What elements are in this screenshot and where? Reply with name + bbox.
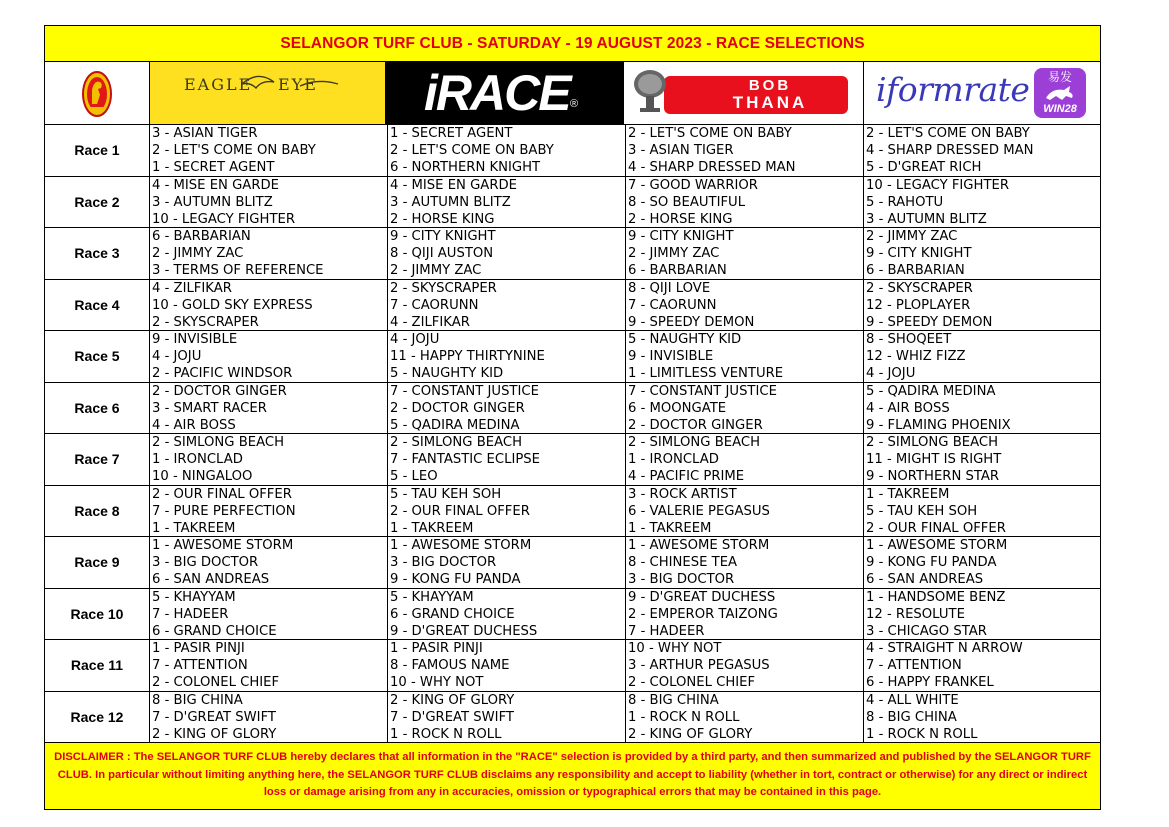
race-row: [45, 640, 1100, 692]
selection-entry: 3 - ARTHUR PEGASUS: [628, 658, 770, 673]
selection-entry: 7 - CAORUNN: [628, 297, 717, 313]
selection-entry: 7 - HADEER: [628, 623, 705, 639]
selection-cell: [626, 537, 864, 588]
selection-entry: 2 - LET'S COME ON BABY: [866, 126, 1030, 141]
selection-entry: 10 - LEGACY FIGHTER: [152, 211, 295, 227]
selection-entry: 9 - CITY KNIGHT: [628, 229, 734, 244]
selection-entry: 1 - AWESOME STORM: [866, 538, 1008, 553]
selection-entry: 9 - INVISIBLE: [152, 332, 238, 347]
selection-entry: 2 - SKYSCRAPER: [390, 280, 497, 296]
selection-entry: 9 - D'GREAT DUCHESS: [628, 589, 776, 605]
selection-entry: 8 - CHINESE TEA: [628, 555, 738, 570]
selection-entry: 2 - SIMLONG BEACH: [152, 435, 284, 450]
race-label: Race 12: [45, 692, 150, 743]
race-row: [45, 280, 1100, 332]
selection-entry: 1 - PASIR PINJI: [152, 641, 245, 656]
selection-entry: 1 - TAKREEM: [152, 520, 236, 536]
selection-entry: 6 - GRAND CHOICE: [390, 606, 515, 622]
eagle-eye-logo: [150, 62, 386, 124]
selection-entry: 3 - BIG DOCTOR: [390, 555, 497, 570]
selection-cell: [864, 177, 1100, 228]
selection-cell: [150, 537, 388, 588]
selection-entry: 2 - JIMMY ZAC: [152, 246, 244, 261]
selection-entry: 7 - CAORUNN: [390, 297, 479, 313]
selection-entry: 4 - PACIFIC PRIME: [628, 469, 745, 484]
race-label: Race 8: [45, 486, 150, 537]
selection-entry: 2 - PACIFIC WINDSOR: [152, 366, 293, 381]
selection-entry: 9 - CITY KNIGHT: [390, 229, 496, 244]
selection-entry: 1 - AWESOME STORM: [390, 538, 532, 553]
selection-entry: 2 - HORSE KING: [390, 211, 495, 227]
stc-crest-icon: [45, 62, 150, 124]
selection-entry: 6 - NORTHERN KNIGHT: [390, 160, 541, 175]
selection-entry: 4 - SHARP DRESSED MAN: [628, 160, 796, 175]
registered-mark: ®: [570, 98, 579, 110]
race-row: [45, 177, 1100, 229]
selection-cell: [864, 434, 1100, 485]
selection-cell: [388, 383, 626, 434]
selection-cell: [626, 589, 864, 640]
selection-entry: 2 - KING OF GLORY: [628, 726, 753, 742]
selection-entry: 8 - QIJI LOVE: [628, 280, 711, 296]
race-row: [45, 434, 1100, 486]
selection-cell: [626, 640, 864, 691]
race-label: Race 2: [45, 177, 150, 228]
race-row: [45, 331, 1100, 383]
selection-cell: [626, 383, 864, 434]
race-row: [45, 383, 1100, 435]
stc-logo-cell: [45, 62, 150, 124]
selection-entry: 12 - PLOPLAYER: [866, 297, 971, 313]
selection-entry: 1 - ROCK N ROLL: [390, 726, 502, 742]
selection-entry: 2 - SKYSCRAPER: [866, 280, 973, 296]
selection-entry: 8 - SHOQEET: [866, 332, 952, 347]
selection-entry: 5 - TAU KEH SOH: [390, 486, 502, 502]
selection-entry: 8 - SO BEAUTIFUL: [628, 194, 746, 210]
selection-entry: 5 - RAHOTU: [866, 194, 944, 210]
selection-entry: 6 - SAN ANDREAS: [152, 572, 270, 587]
selection-cell: [388, 486, 626, 537]
selection-entry: 4 - STRAIGHT N ARROW: [866, 641, 1023, 656]
selection-entry: 6 - GRAND CHOICE: [152, 623, 277, 639]
selection-entry: 5 - NAUGHTY KID: [628, 332, 742, 347]
selection-entry: 9 - SPEEDY DEMON: [866, 314, 993, 330]
race-row: [45, 486, 1100, 538]
race-label: Race 11: [45, 640, 150, 691]
selection-entry: 2 - JIMMY ZAC: [628, 246, 720, 261]
bob-thana-line2: THANA: [732, 93, 808, 112]
selection-cell: [150, 486, 388, 537]
selection-entry: 7 - ATTENTION: [866, 658, 962, 673]
race-row: [45, 692, 1100, 744]
selection-entry: 9 - KONG FU PANDA: [390, 572, 521, 587]
selection-entry: 3 - BIG DOCTOR: [628, 572, 735, 587]
selection-cell: [150, 177, 388, 228]
selection-entry: 9 - FLAMING PHOENIX: [866, 417, 1011, 433]
selection-entry: 2 - LET'S COME ON BABY: [152, 143, 316, 158]
win28-badge: [1034, 68, 1086, 118]
race-label: Race 5: [45, 331, 150, 382]
selection-entry: 7 - ATTENTION: [152, 658, 248, 673]
selection-entry: 8 - FAMOUS NAME: [390, 658, 510, 673]
selection-entry: 9 - D'GREAT DUCHESS: [390, 623, 538, 639]
selection-cell: [150, 640, 388, 691]
selection-entry: 11 - HAPPY THIRTYNINE: [390, 349, 545, 364]
disclaimer: DISCLAIMER : The SELANGOR TURF CLUB hereby declares that all information in the "RACE" selection is provided by a third party, and then summarized and published by the SELANGOR TURF CLUB. In particular without limiting anything here, the SELANGOR TURF CLUB disclaims any responsibility and accept to liability (whether in tort, contract or otherwise) for any direct or indirect loss or damage arising from any in accuracies, omission or typographical errors that may be contained in this page.: [45, 743, 1100, 809]
tipster-logo-row: [45, 62, 1100, 125]
selection-entry: 2 - COLONEL CHIEF: [152, 675, 280, 690]
page-title: SELANGOR TURF CLUB - SATURDAY - 19 AUGUST 2023 - RACE SELECTIONS: [45, 26, 1100, 62]
selection-cell: [626, 434, 864, 485]
horse-icon: [1034, 84, 1086, 104]
selection-entry: 8 - BIG CHINA: [152, 692, 243, 708]
race-label: Race 9: [45, 537, 150, 588]
selection-cell: [150, 589, 388, 640]
selection-entry: 4 - MISE EN GARDE: [390, 177, 517, 193]
selection-entry: 2 - SKYSCRAPER: [152, 314, 259, 330]
iformrate-logo-text: iformrate: [876, 70, 1030, 109]
selection-entry: 5 - TAU KEH SOH: [866, 503, 978, 519]
selection-entry: 4 - MISE EN GARDE: [152, 177, 279, 193]
selection-entry: 11 - MIGHT IS RIGHT: [866, 452, 1002, 467]
selection-entry: 5 - LEO: [390, 469, 438, 484]
selection-cell: [388, 125, 626, 176]
selection-entry: 3 - AUTUMN BLITZ: [152, 194, 273, 210]
selection-entry: 4 - ZILFIKAR: [152, 280, 232, 296]
selection-cell: [864, 228, 1100, 279]
bob-thana-line1: BOB: [748, 77, 792, 94]
svg-text:EYE: EYE: [278, 75, 318, 94]
selection-entry: 7 - CONSTANT JUSTICE: [628, 383, 777, 399]
selection-entry: 10 - NINGALOO: [152, 469, 253, 484]
selection-entry: 1 - IRONCLAD: [628, 452, 719, 467]
selection-cell: [150, 383, 388, 434]
selection-entry: 2 - LET'S COME ON BABY: [390, 143, 554, 158]
selection-entry: 4 - ZILFIKAR: [390, 314, 470, 330]
selection-entry: 7 - HADEER: [152, 606, 229, 622]
selection-entry: 4 - JOJU: [152, 349, 202, 364]
selection-cell: [388, 228, 626, 279]
selection-cell: [150, 434, 388, 485]
selection-entry: 5 - QADIRA MEDINA: [866, 383, 996, 399]
selection-entry: 7 - FANTASTIC ECLIPSE: [390, 452, 540, 467]
race-row: [45, 537, 1100, 589]
race-label: Race 6: [45, 383, 150, 434]
selection-cell: [864, 640, 1100, 691]
selection-entry: 6 - HAPPY FRANKEL: [866, 675, 994, 690]
selection-entry: 7 - CONSTANT JUSTICE: [390, 383, 539, 399]
irace-logo-text: iRACE: [424, 65, 570, 121]
selection-cell: [864, 331, 1100, 382]
selection-cell: [626, 486, 864, 537]
selection-entry: 2 - SIMLONG BEACH: [390, 435, 522, 450]
selection-entry: 1 - ROCK N ROLL: [866, 726, 978, 742]
selection-entry: 2 - SIMLONG BEACH: [866, 435, 998, 450]
selection-entry: 2 - JIMMY ZAC: [390, 263, 482, 278]
selection-entry: 1 - TAKREEM: [866, 486, 950, 502]
selection-entry: 5 - KHAYYAM: [152, 589, 236, 605]
selection-cell: [864, 280, 1100, 331]
selection-entry: 9 - NORTHERN STAR: [866, 469, 1000, 484]
selection-entry: 9 - CITY KNIGHT: [866, 246, 972, 261]
selection-entry: 1 - AWESOME STORM: [152, 538, 294, 553]
selection-cell: [150, 228, 388, 279]
selection-entry: 4 - ALL WHITE: [866, 692, 959, 708]
selection-entry: 2 - COLONEL CHIEF: [628, 675, 756, 690]
selection-entry: 2 - OUR FINAL OFFER: [866, 520, 1006, 536]
selection-entry: 3 - ROCK ARTIST: [628, 486, 737, 502]
selection-entry: 5 - NAUGHTY KID: [390, 366, 504, 381]
selection-cell: [626, 177, 864, 228]
selection-entry: 6 - BARBARIAN: [628, 263, 727, 278]
selection-entry: 6 - SAN ANDREAS: [866, 572, 984, 587]
svg-text:EAGLE: EAGLE: [184, 75, 253, 94]
selection-cell: [626, 228, 864, 279]
selection-entry: 12 - RESOLUTE: [866, 606, 965, 622]
selection-cell: [150, 331, 388, 382]
race-label: Race 1: [45, 125, 150, 176]
selection-entry: 3 - AUTUMN BLITZ: [866, 211, 987, 227]
selection-entry: 3 - CHICAGO STAR: [866, 623, 987, 639]
selection-entry: 10 - WHY NOT: [390, 675, 484, 690]
selection-entry: 4 - SHARP DRESSED MAN: [866, 143, 1034, 158]
selection-entry: 12 - WHIZ FIZZ: [866, 349, 966, 364]
race-row: [45, 125, 1100, 177]
selection-entry: 1 - IRONCLAD: [152, 452, 243, 467]
selection-entry: 2 - SIMLONG BEACH: [628, 435, 760, 450]
selection-entry: 4 - JOJU: [390, 332, 440, 347]
selection-entry: 6 - VALERIE PEGASUS: [628, 503, 770, 519]
selection-entry: 3 - BIG DOCTOR: [152, 555, 259, 570]
selection-entry: 2 - DOCTOR GINGER: [152, 383, 287, 399]
race-selections-sheet: [44, 25, 1101, 810]
eagle-eye-logo-cell: [150, 62, 386, 124]
selection-cell: [150, 280, 388, 331]
selection-cell: [626, 280, 864, 331]
selection-entry: 9 - INVISIBLE: [628, 349, 714, 364]
selection-entry: 7 - PURE PERFECTION: [152, 503, 296, 519]
selection-entry: 4 - AIR BOSS: [152, 417, 236, 433]
selection-cell: [864, 692, 1100, 743]
selection-cell: [864, 486, 1100, 537]
selection-entry: 6 - BARBARIAN: [866, 263, 965, 278]
selection-cell: [388, 640, 626, 691]
selection-entry: 1 - AWESOME STORM: [628, 538, 770, 553]
selection-entry: 2 - LET'S COME ON BABY: [628, 126, 792, 141]
selection-entry: 4 - JOJU: [866, 366, 916, 381]
selection-entry: 6 - MOONGATE: [628, 400, 727, 416]
selection-cell: [388, 589, 626, 640]
win28-badge-text: WIN28: [1043, 103, 1077, 115]
selection-cell: [388, 280, 626, 331]
selection-entry: 2 - DOCTOR GINGER: [390, 400, 525, 416]
race-row: [45, 228, 1100, 280]
selection-entry: 2 - JIMMY ZAC: [866, 229, 958, 244]
selection-cell: [388, 331, 626, 382]
selection-entry: 2 - DOCTOR GINGER: [628, 417, 763, 433]
selection-entry: 8 - BIG CHINA: [628, 692, 719, 708]
selection-cell: [626, 125, 864, 176]
selection-cell: [388, 434, 626, 485]
selection-entry: 5 - D'GREAT RICH: [866, 160, 982, 175]
selection-entry: 2 - KING OF GLORY: [390, 692, 515, 708]
selection-entry: 1 - TAKREEM: [628, 520, 712, 536]
selection-entry: 10 - WHY NOT: [628, 641, 722, 656]
selection-cell: [388, 537, 626, 588]
selection-entry: 2 - OUR FINAL OFFER: [390, 503, 530, 519]
selection-entry: 9 - KONG FU PANDA: [866, 555, 997, 570]
irace-logo-cell: [386, 62, 624, 124]
selection-cell: [864, 383, 1100, 434]
selection-entry: 3 - ASIAN TIGER: [152, 126, 258, 141]
selection-cell: [864, 125, 1100, 176]
selection-entry: 7 - GOOD WARRIOR: [628, 177, 758, 193]
selection-entry: 6 - BARBARIAN: [152, 229, 251, 244]
selection-entry: 5 - QADIRA MEDINA: [390, 417, 520, 433]
selection-entry: 10 - GOLD SKY EXPRESS: [152, 297, 313, 313]
selection-entry: 1 - PASIR PINJI: [390, 641, 483, 656]
race-label: Race 10: [45, 589, 150, 640]
selection-entry: 2 - HORSE KING: [628, 211, 733, 227]
selection-entry: 1 - LIMITLESS VENTURE: [628, 366, 784, 381]
selection-entry: 5 - KHAYYAM: [390, 589, 474, 605]
race-row: [45, 589, 1100, 641]
iformrate-logo-cell: [864, 62, 1100, 124]
selection-entry: 1 - SECRET AGENT: [390, 126, 513, 141]
selection-entry: 7 - D'GREAT SWIFT: [152, 709, 276, 725]
selection-entry: 1 - SECRET AGENT: [152, 160, 275, 175]
selection-entry: 3 - AUTUMN BLITZ: [390, 194, 511, 210]
win28-badge-cn: 易发: [1047, 70, 1072, 84]
selection-entry: 2 - KING OF GLORY: [152, 726, 277, 742]
selection-entry: 10 - LEGACY FIGHTER: [866, 177, 1009, 193]
bob-thana-logo-cell: [624, 62, 864, 124]
selection-entry: 3 - TERMS OF REFERENCE: [152, 263, 324, 278]
race-label: Race 7: [45, 434, 150, 485]
selection-entry: 8 - QIJI AUSTON: [390, 246, 494, 261]
selection-cell: [150, 125, 388, 176]
selection-cell: [388, 692, 626, 743]
selection-cell: [626, 331, 864, 382]
selection-entry: 2 - OUR FINAL OFFER: [152, 486, 292, 502]
selection-cell: [864, 589, 1100, 640]
selection-entry: 9 - SPEEDY DEMON: [628, 314, 755, 330]
selection-entry: 3 - SMART RACER: [152, 400, 267, 416]
selection-entry: 7 - D'GREAT SWIFT: [390, 709, 514, 725]
race-label: Race 4: [45, 280, 150, 331]
selection-cell: [150, 692, 388, 743]
selection-entry: 4 - AIR BOSS: [866, 400, 950, 416]
selection-cell: [388, 177, 626, 228]
race-label: Race 3: [45, 228, 150, 279]
selection-entry: 2 - EMPEROR TAIZONG: [628, 606, 778, 622]
selection-cell: [626, 692, 864, 743]
selection-entry: 1 - ROCK N ROLL: [628, 709, 740, 725]
selection-entry: 1 - TAKREEM: [390, 520, 474, 536]
selection-cell: [864, 537, 1100, 588]
selection-entry: 1 - HANDSOME BENZ: [866, 589, 1006, 605]
selection-entry: 8 - BIG CHINA: [866, 709, 957, 725]
selection-entry: 3 - ASIAN TIGER: [628, 143, 734, 158]
